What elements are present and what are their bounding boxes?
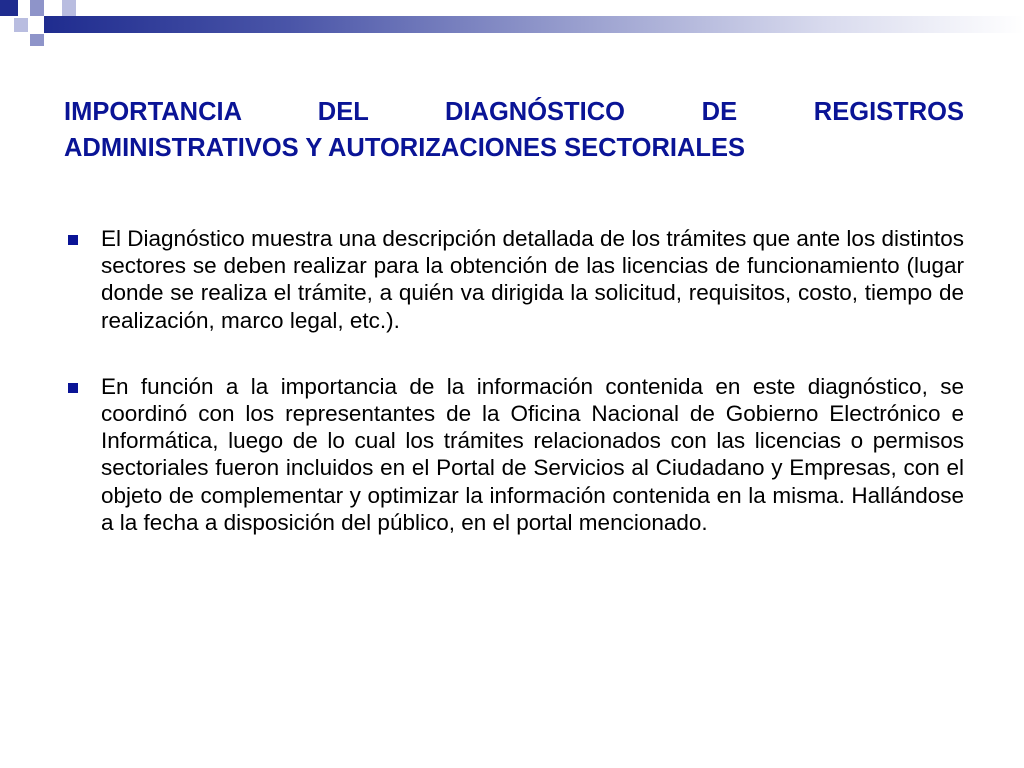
header-square-light-1	[30, 0, 44, 16]
bullet-item-2	[64, 373, 964, 536]
header-square-light-4	[30, 34, 44, 46]
slide-title	[64, 94, 964, 166]
bullet-text-2: En función a la importancia de la información contenida en este diagnóstico, se coordinó con los representantes de la Oficina Nacional de Gobierno Electrónico e Informática, luego de lo cual los trámites relacionados con las licencias o permisos sectoriales fueron incluidos en el Portal de Servicios al Ciudadano y Empresas, con el objeto de complementar y optimizar la información contenida en la misma. Hallándose a la fecha a disposición del público, en el portal mencionado.	[101, 373, 964, 535]
header-square-light-2	[62, 0, 76, 16]
square-bullet-icon	[68, 235, 78, 245]
bullet-list	[64, 225, 964, 575]
square-bullet-icon	[68, 383, 78, 393]
header-square-dark-1	[0, 0, 18, 16]
slide-title-line-1: IMPORTANCIA DEL DIAGNÓSTICO DE REGISTROS	[64, 98, 964, 126]
bullet-text-1: El Diagnóstico muestra una descripción detallada de los trámites que ante los distintos sectores se deben realizar para la obtención de las licencias de funcionamiento (lugar donde se realiza el trámite, a quién va dirigida la solicitud, requisitos, costo, tiempo de realización, marco legal, etc.).	[101, 226, 964, 333]
bullet-item-1	[64, 225, 964, 334]
header-gradient-bar	[44, 16, 1024, 33]
header-square-light-3	[14, 18, 28, 32]
slide-title-line-2: ADMINISTRATIVOS Y AUTORIZACIONES SECTORIALES	[64, 134, 746, 162]
